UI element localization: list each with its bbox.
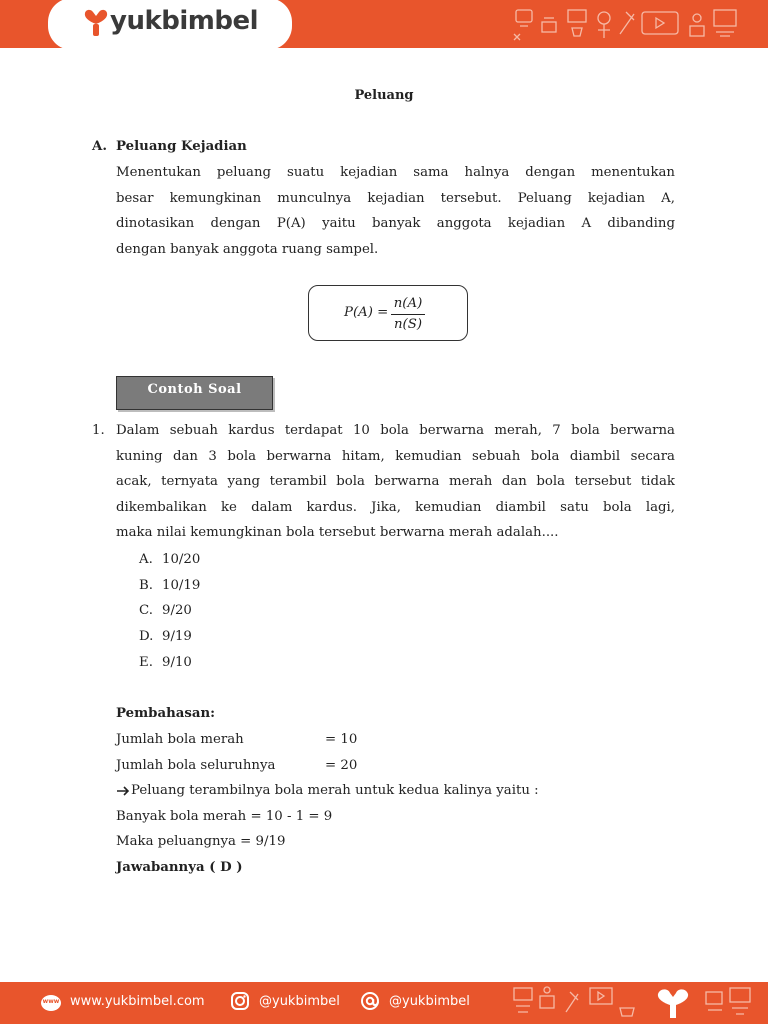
question-number: 1. (92, 423, 105, 438)
formula-denominator: n(S) (393, 317, 423, 332)
at-sign-icon (360, 991, 380, 1011)
option-letter: E. (139, 655, 153, 670)
education-doodles-icon (508, 982, 758, 1024)
section-title: Peluang Kejadian (116, 139, 247, 154)
formula-lhs: P(A) = (344, 305, 389, 320)
intro-paragraph (116, 160, 675, 262)
question-line: maka nilai kemungkinan bola tersebut berwarna merah adalah.... (116, 525, 559, 541)
web-badge-text: www (42, 998, 60, 1005)
intro-line: dengan banyak anggota ruang sampel. (116, 241, 379, 257)
option-text: 10/20 (162, 552, 201, 567)
question-line: Dalam sebuah kardus terdapat 10 bola berwarna merah, 7 bola berwarna (116, 423, 675, 438)
question-line: acak, ternyata yang terambil bola berwarna merah dan bola tersebut tidak (116, 474, 675, 490)
logo-text: yukbimbel (110, 6, 259, 36)
instagram-icon (230, 991, 250, 1011)
arrow-line: Peluang terambilnya bola merah untuk kedua kalinya yaitu : (131, 783, 539, 798)
remaining-red-line: Banyak bola merah = 10 - 1 = 9 (116, 809, 333, 824)
fraction-bar (391, 314, 425, 315)
option-letter: D. (139, 629, 154, 644)
option-letter: A. (139, 552, 153, 567)
option-text: 9/19 (162, 629, 192, 644)
website-link[interactable]: www.yukbimbel.com (70, 994, 205, 1009)
mention-handle[interactable]: @yukbimbel (389, 994, 470, 1009)
question-line: kuning dan 3 bola berwarna hitam, kemudian sebuah bola diambil secara (116, 448, 675, 464)
intro-line: besar kemungkinan munculnya kejadian tersebut. Peluang kejadian A, (116, 190, 675, 206)
page-title: Peluang (354, 88, 414, 103)
probability-line: Maka peluangnya = 9/19 (116, 834, 286, 849)
header-bar (0, 0, 768, 48)
question-paragraph (116, 418, 675, 546)
total-count-value: = 20 (325, 758, 358, 773)
answer-line: Jawabannya ( D ) (116, 860, 243, 875)
option-text: 10/19 (162, 578, 201, 593)
total-count-label: Jumlah bola seluruhnya (116, 758, 276, 773)
option-letter: B. (139, 578, 153, 593)
red-count-label: Jumlah bola merah (116, 732, 244, 747)
formula-numerator: n(A) (393, 296, 423, 311)
arrow-right-icon (116, 785, 130, 797)
section-label: A. (92, 139, 107, 154)
intro-line: Menentukan peluang suatu kejadian sama halnya dengan menentukan (116, 165, 675, 180)
red-count-value: = 10 (325, 732, 358, 747)
question-line: dikembalikan ke dalam kardus. Jika, kemudian diambil satu bola lagi, (116, 499, 675, 515)
option-text: 9/20 (162, 603, 192, 618)
option-letter: C. (139, 603, 153, 618)
instagram-handle[interactable]: @yukbimbel (259, 994, 340, 1009)
option-text: 9/10 (162, 655, 192, 670)
education-doodles-icon (508, 4, 748, 44)
example-heading: Contoh Soal (116, 376, 273, 410)
footer-bar (0, 982, 768, 1024)
intro-line: dinotasikan dengan P(A) yaitu banyak anggota kejadian A dibanding (116, 216, 675, 232)
discussion-title: Pembahasan: (116, 706, 216, 721)
logo-heart-icon (82, 8, 110, 38)
